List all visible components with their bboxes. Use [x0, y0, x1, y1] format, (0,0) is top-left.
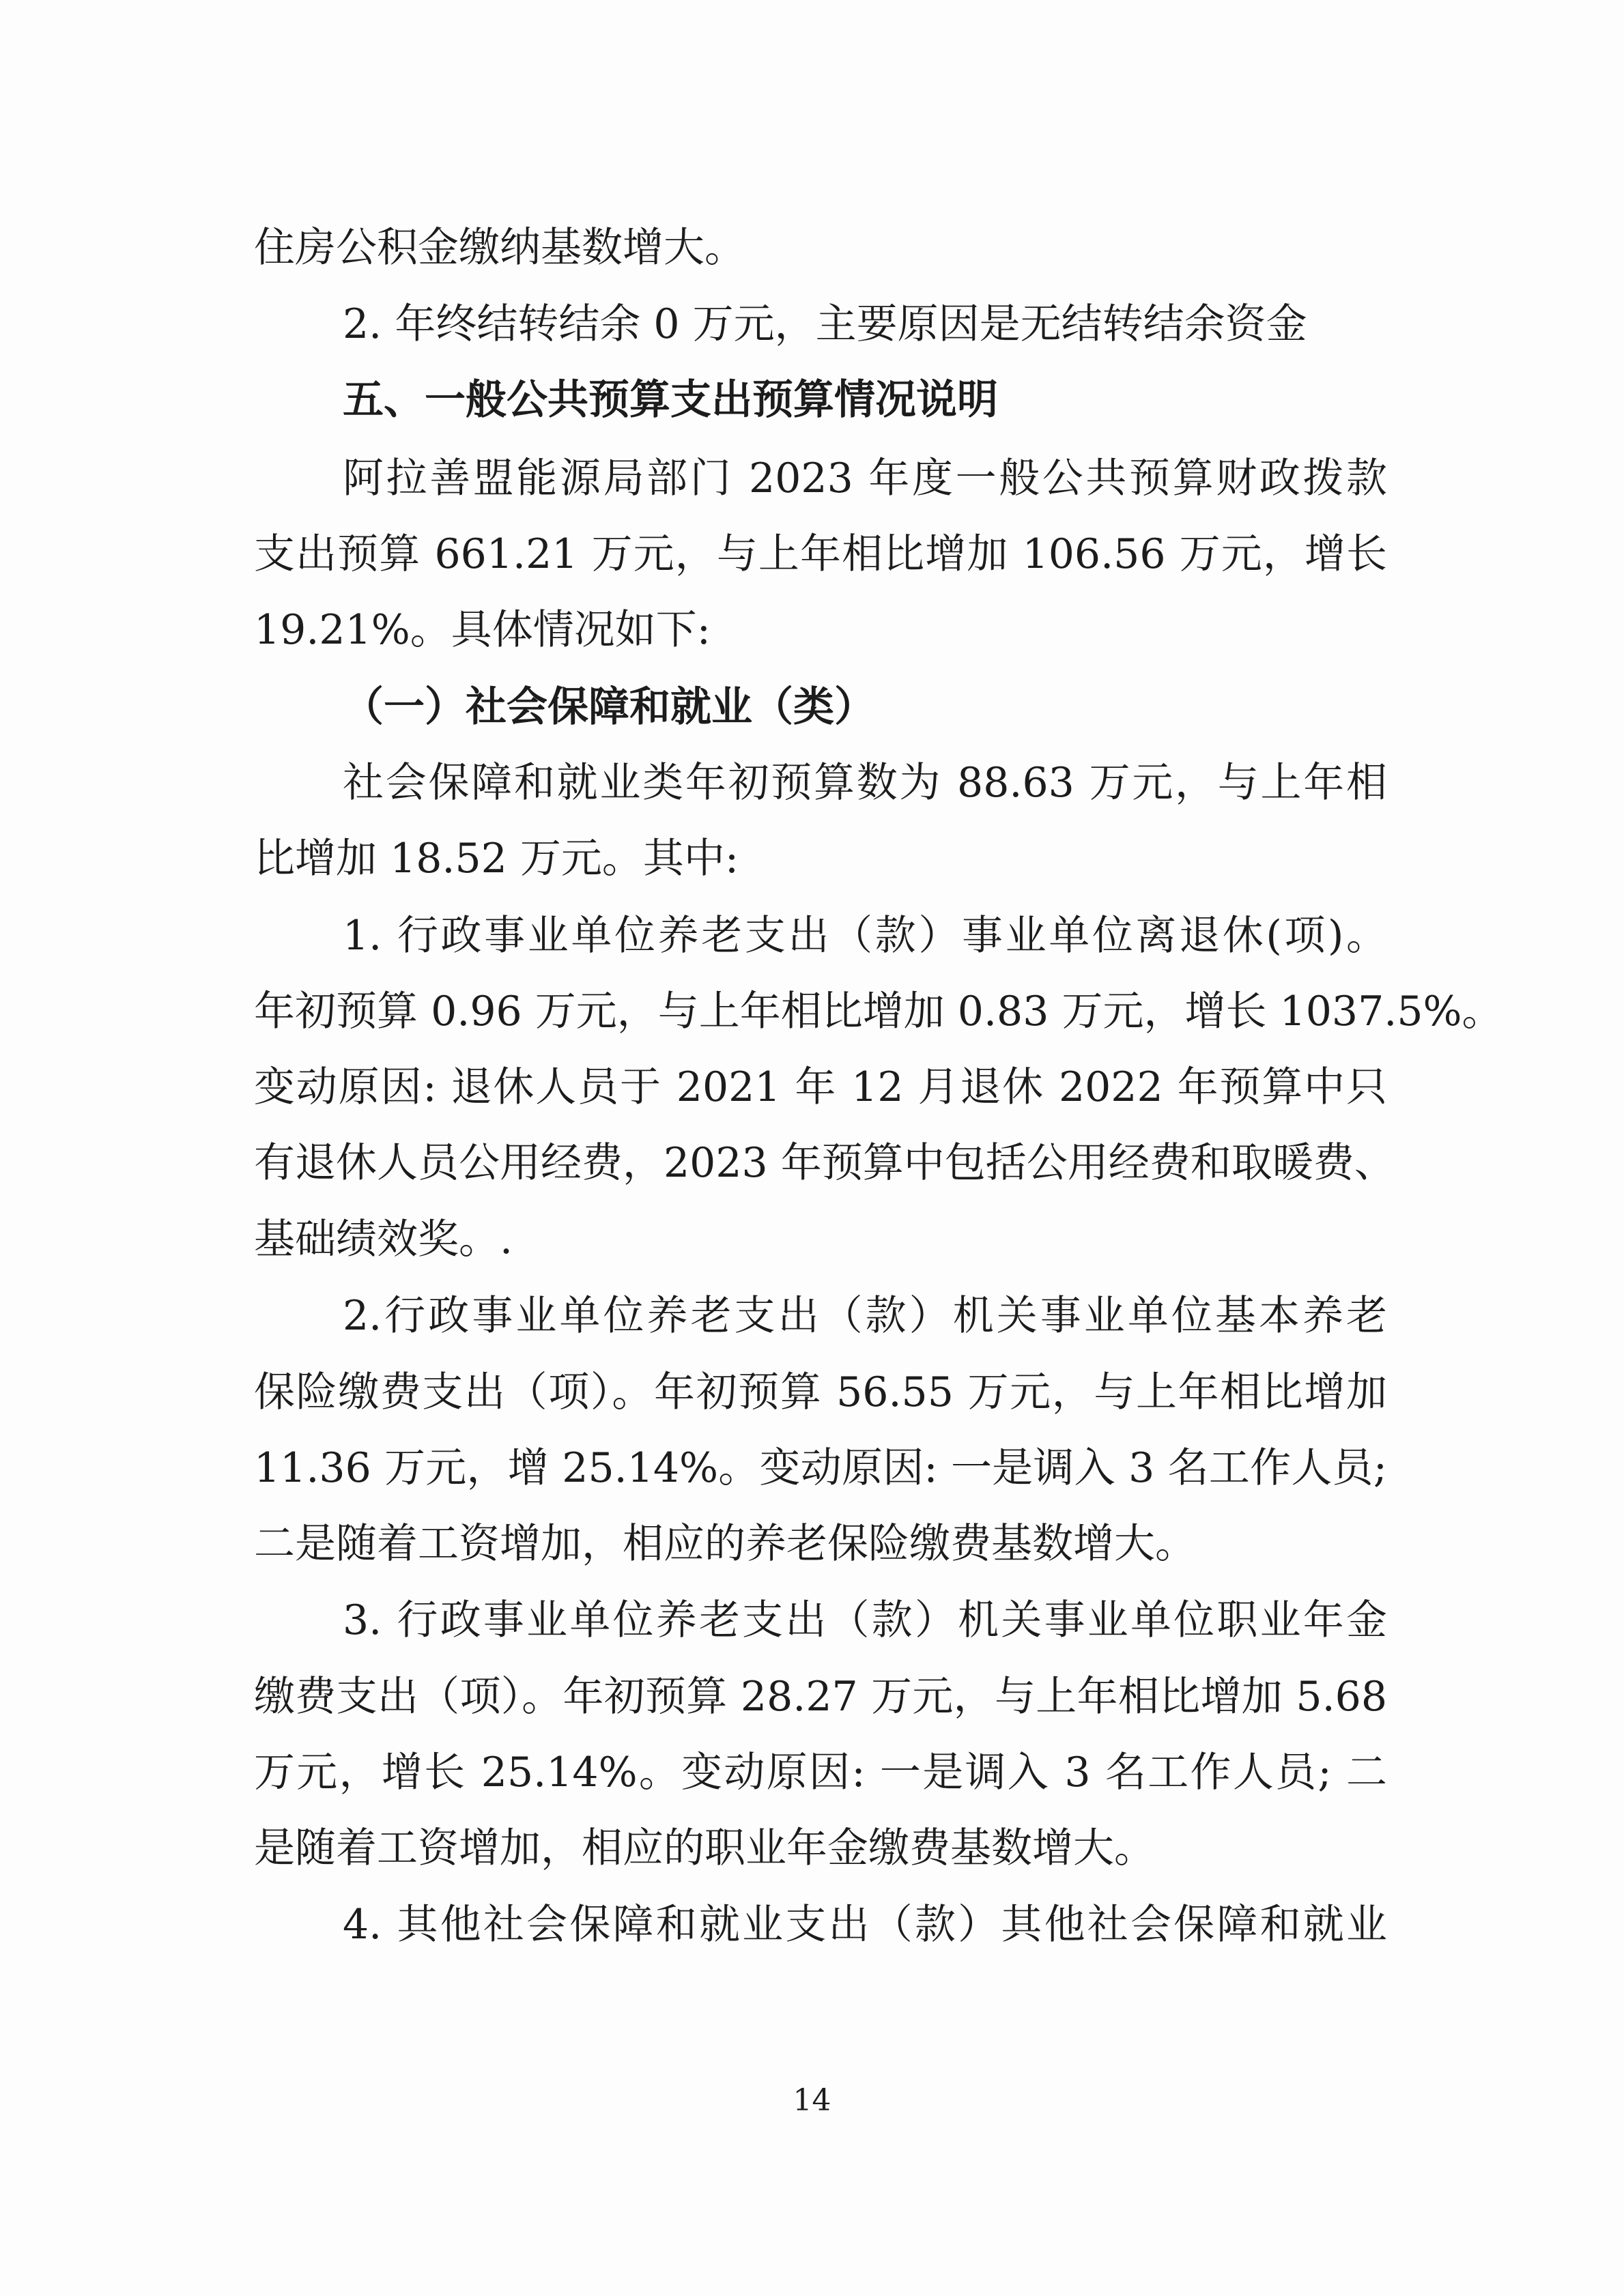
subsection-heading: （一）社会保障和就业（类）: [343, 683, 875, 731]
paragraph-line: 阿拉善盟能源局部门 2023 年度一般公共预算财政拨款: [343, 455, 1387, 502]
paragraph-line: 二是随着工资增加，相应的养老保险缴费基数增大。: [254, 1520, 1196, 1568]
paragraph-line: 是随着工资增加，相应的职业年金缴费基数增大。: [254, 1824, 1155, 1872]
paragraph-line: 3. 行政事业单位养老支出（款）机关事业单位职业年金: [343, 1596, 1387, 1644]
paragraph-line: 11.36 万元，增 25.14%。变动原因: 一是调入 3 名工作人员;: [254, 1444, 1387, 1492]
paragraph-line: 基础绩效奖。.: [254, 1216, 513, 1263]
paragraph-line: 社会保障和就业类年初预算数为 88.63 万元，与上年相: [343, 759, 1387, 807]
paragraph-line: 保险缴费支出（项）。年初预算 56.55 万元，与上年相比增加: [254, 1368, 1387, 1416]
paragraph-line: 缴费支出（项）。年初预算 28.27 万元，与上年相比增加 5.68: [254, 1673, 1387, 1721]
paragraph-line: 19.21%。具体情况如下:: [254, 606, 711, 654]
paragraph-line: 变动原因: 退休人员于 2021 年 12 月退休 2022 年预算中只: [254, 1063, 1387, 1111]
paragraph-line: 比增加 18.52 万元。其中:: [254, 835, 739, 882]
paragraph-line: 住房公积金缴纳基数增大。: [254, 224, 745, 272]
paragraph-line: 2.行政事业单位养老支出（款）机关事业单位基本养老: [343, 1292, 1387, 1340]
paragraph-line: 4. 其他社会保障和就业支出（款）其他社会保障和就业: [343, 1901, 1387, 1949]
paragraph-line: 年初预算 0.96 万元，与上年相比增加 0.83 万元，增长 1037.5%。: [254, 988, 1503, 1035]
paragraph-line: 支出预算 661.21 万元，与上年相比增加 106.56 万元，增长: [254, 530, 1387, 578]
section-heading: 五、一般公共预算支出预算情况说明: [343, 376, 998, 424]
paragraph-line: 2. 年终结转结余 0 万元，主要原因是无结转结余资金: [343, 300, 1307, 348]
paragraph-line: 1. 行政事业单位养老支出（款）事业单位离退休(项)。: [343, 912, 1387, 960]
paragraph-line: 万元，增长 25.14%。变动原因: 一是调入 3 名工作人员; 二: [254, 1749, 1387, 1796]
page-number: 14: [793, 2083, 831, 2118]
paragraph-line: 有退休人员公用经费，2023 年预算中包括公用经费和取暖费、: [254, 1139, 1395, 1187]
